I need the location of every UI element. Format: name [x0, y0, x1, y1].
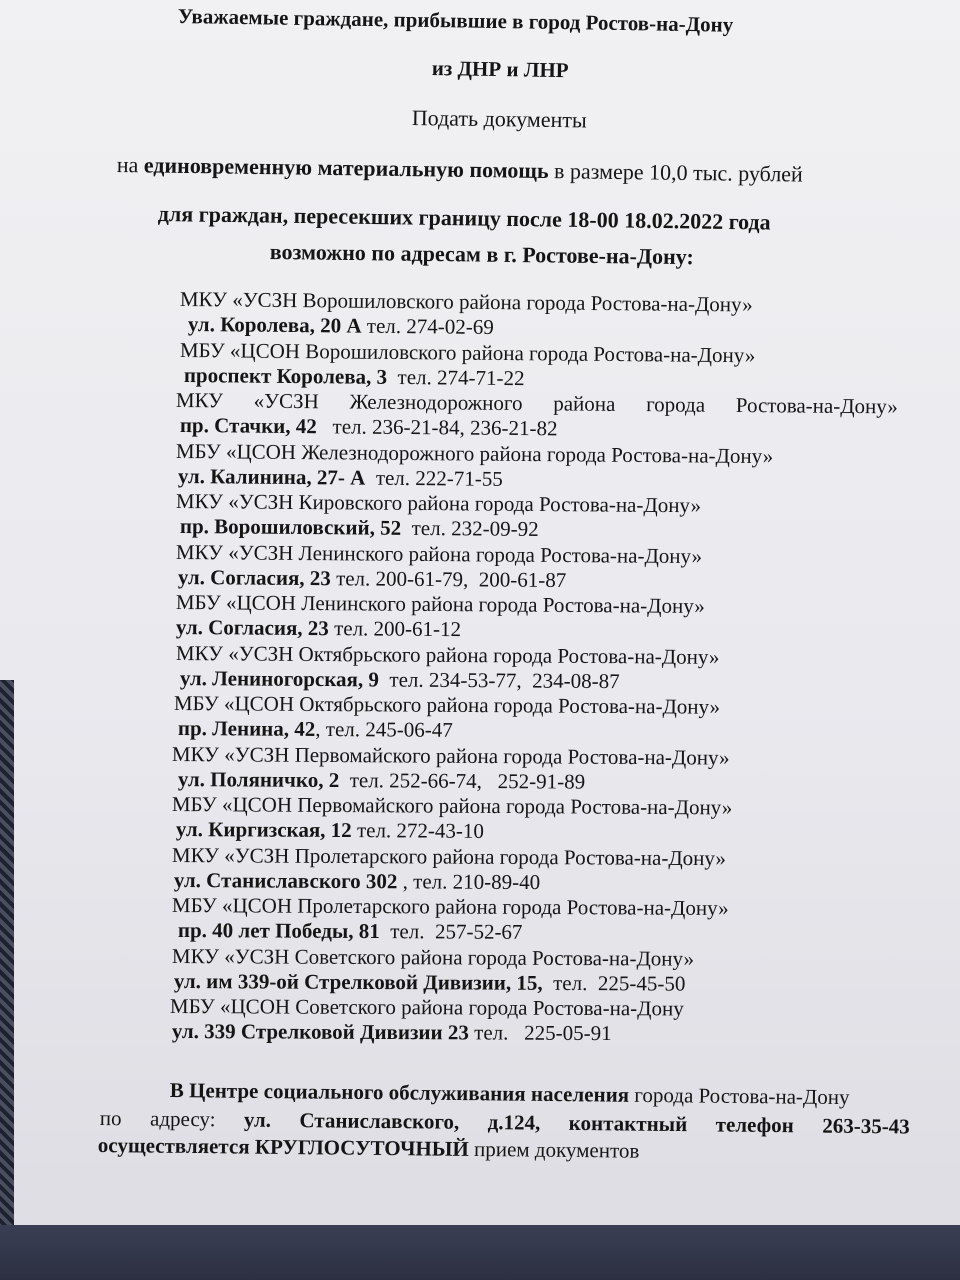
aid-post: в размере 10,0 тыс. рублей: [548, 158, 803, 187]
office-address: пр. Стачки, 42: [179, 413, 317, 439]
office-address-line: [176, 817, 484, 843]
office-address: ул. Калинина, 27- А: [177, 463, 366, 490]
office-name-word: Ростова-на-Дону»: [735, 392, 898, 419]
office-address: пр. Ворошиловский, 52: [179, 514, 402, 540]
background-surface: [0, 1225, 960, 1280]
office-address: ул. Станиславского 302: [173, 867, 398, 893]
office-address-line: [174, 969, 686, 996]
footer-address-word: адресу:: [149, 1106, 216, 1132]
footer-address-word: телефон: [715, 1112, 794, 1138]
header-line-2: из ДНР и ЛНР: [431, 56, 569, 83]
office-name: МБУ «ЦСОН Железнодорожного района города Ростова-на-Дону»: [175, 438, 774, 468]
office-address-line: [184, 363, 525, 390]
office-address: ул. Согласия, 23: [175, 615, 329, 641]
office-phone: тел. 234-53-77, 234-08-87: [378, 666, 620, 693]
office-name: МБУ «ЦСОН Пролетарского района города Ростова-на-Дону»: [171, 893, 729, 921]
office-phone: тел. 236-21-84, 236-21-82: [316, 414, 558, 441]
footer-city: города Ростова-на-Дону: [628, 1082, 850, 1110]
office-phone: тел. 200-61-79, 200-61-87: [330, 565, 567, 592]
office-address-line: [180, 666, 620, 693]
office-address-line: [178, 464, 503, 491]
office-phone: тел. 200-61-12: [328, 616, 462, 642]
office-address: проспект Королева, 3: [183, 362, 388, 389]
office-phone: тел. 222-71-55: [365, 465, 503, 491]
footer-center-name: В Центре социального обслуживания населения: [169, 1078, 630, 1107]
submit-documents-text: Подать документы: [411, 105, 587, 133]
office-name-word: МКУ: [175, 388, 224, 413]
office-address: ул. Согласия, 23: [177, 564, 331, 590]
office-name: МКУ «УСЗН Ленинского района города Ростова-на-Дону»: [175, 539, 703, 568]
office-address-line: [178, 767, 585, 794]
office-address-line: [178, 918, 523, 944]
office-phone: тел. 225-45-50: [542, 970, 686, 996]
footer-address-word: Станиславского,: [299, 1108, 460, 1134]
office-address: ул. Поляничко, 2: [177, 766, 340, 792]
citizens-line: для граждан, пересекших границу после 18-00 18.02.2022 года: [157, 201, 771, 235]
footer-round-the-clock: осуществляется КРУГЛОСУТОЧНЫЙ: [97, 1133, 469, 1161]
office-name-word: Железнодорожного: [349, 389, 523, 416]
office-address-line: [180, 413, 558, 440]
office-name: МБУ «ЦСОН Ворошиловского района города Ростова-на-Дону»: [179, 337, 756, 367]
office-address-line: [174, 868, 540, 894]
office-address: ул. им 339-ой Стрелковой Дивизии, 15,: [173, 968, 543, 995]
footer-address-word: по: [99, 1106, 122, 1131]
footer-address-word: 263-35-43: [822, 1113, 910, 1139]
office-phone: тел. 274-02-69: [361, 313, 494, 339]
office-address: пр. 40 лет Победы, 81: [177, 918, 380, 944]
office-name-word: «УСЗН: [253, 388, 319, 414]
office-phone: тел. 232-09-92: [401, 515, 539, 541]
office-phone: тел. 274-71-22: [386, 364, 525, 390]
office-name-word: города: [646, 392, 706, 417]
office-name: МКУ «УСЗН Октябрьского района города Ростова-на-Дону»: [175, 640, 720, 669]
office-name: МБУ «ЦСОН Ленинского района города Ростова-на-Дону»: [175, 590, 705, 618]
footer-address-word: контактный: [568, 1110, 688, 1137]
office-address-line: [180, 514, 539, 541]
aid-pre: на: [116, 152, 145, 178]
office-name: МБУ «ЦСОН Советского района города Ростова-на-Дону: [169, 994, 684, 1021]
office-address-line: [188, 312, 494, 339]
office-name: МКУ «УСЗН Первомайского района города Ростова-на-Дону»: [171, 741, 730, 770]
office-name: МКУ «УСЗН Пролетарского района города Ростова-на-Дону»: [171, 842, 727, 870]
background-fabric: [0, 680, 14, 1280]
office-name: МКУ «УСЗН Ворошиловского района города Ростова-на-Дону»: [179, 287, 753, 317]
addresses-heading: возможно по адресам в г. Ростове-на-Дону:: [269, 239, 694, 270]
office-name-word: района: [553, 391, 616, 416]
office-address: ул. Лениногорская, 9: [179, 665, 380, 691]
header-line-1: Уважаемые граждане, прибывшие в город Ростов-на-Дону: [177, 4, 734, 37]
office-phone: , тел. 245-06-47: [315, 716, 453, 742]
office-phone: тел. 225-05-91: [468, 1020, 612, 1046]
office-address: ул. Киргизская, 12: [175, 817, 352, 843]
footer-address-word: д.124,: [487, 1110, 541, 1135]
office-address-line: [176, 615, 461, 641]
office-name: МКУ «УСЗН Кировского района города Ростова-на-Дону»: [175, 489, 702, 518]
office-address: ул. Королева, 20 А: [187, 312, 362, 338]
office-name: МБУ «ЦСОН Октябрьского района города Ростова-на-Дону»: [173, 691, 721, 719]
office-name: МБУ «ЦСОН Первомайского района города Ростова-на-Дону»: [171, 792, 733, 820]
office-phone: тел. 257-52-67: [379, 919, 523, 944]
office-address-line: [178, 716, 453, 742]
office-address: пр. Ленина, 42: [177, 716, 316, 741]
office-address-line: [172, 1019, 612, 1045]
footer-reception: прием документов: [468, 1136, 640, 1163]
aid-bold: единовременную материальную помощь: [143, 152, 549, 184]
office-phone: тел. 252-66-74, 252-91-89: [339, 767, 586, 794]
office-phone: , тел. 210-89-40: [397, 868, 541, 894]
office-phone: тел. 272-43-10: [351, 818, 485, 843]
office-address: ул. 339 Стрелковой Дивизии 23: [171, 1019, 469, 1045]
office-name: МКУ «УСЗН Советского района города Ростова-на-Дону»: [171, 943, 695, 971]
footer-address-word: ул.: [243, 1107, 272, 1132]
office-address-line: [178, 565, 567, 592]
